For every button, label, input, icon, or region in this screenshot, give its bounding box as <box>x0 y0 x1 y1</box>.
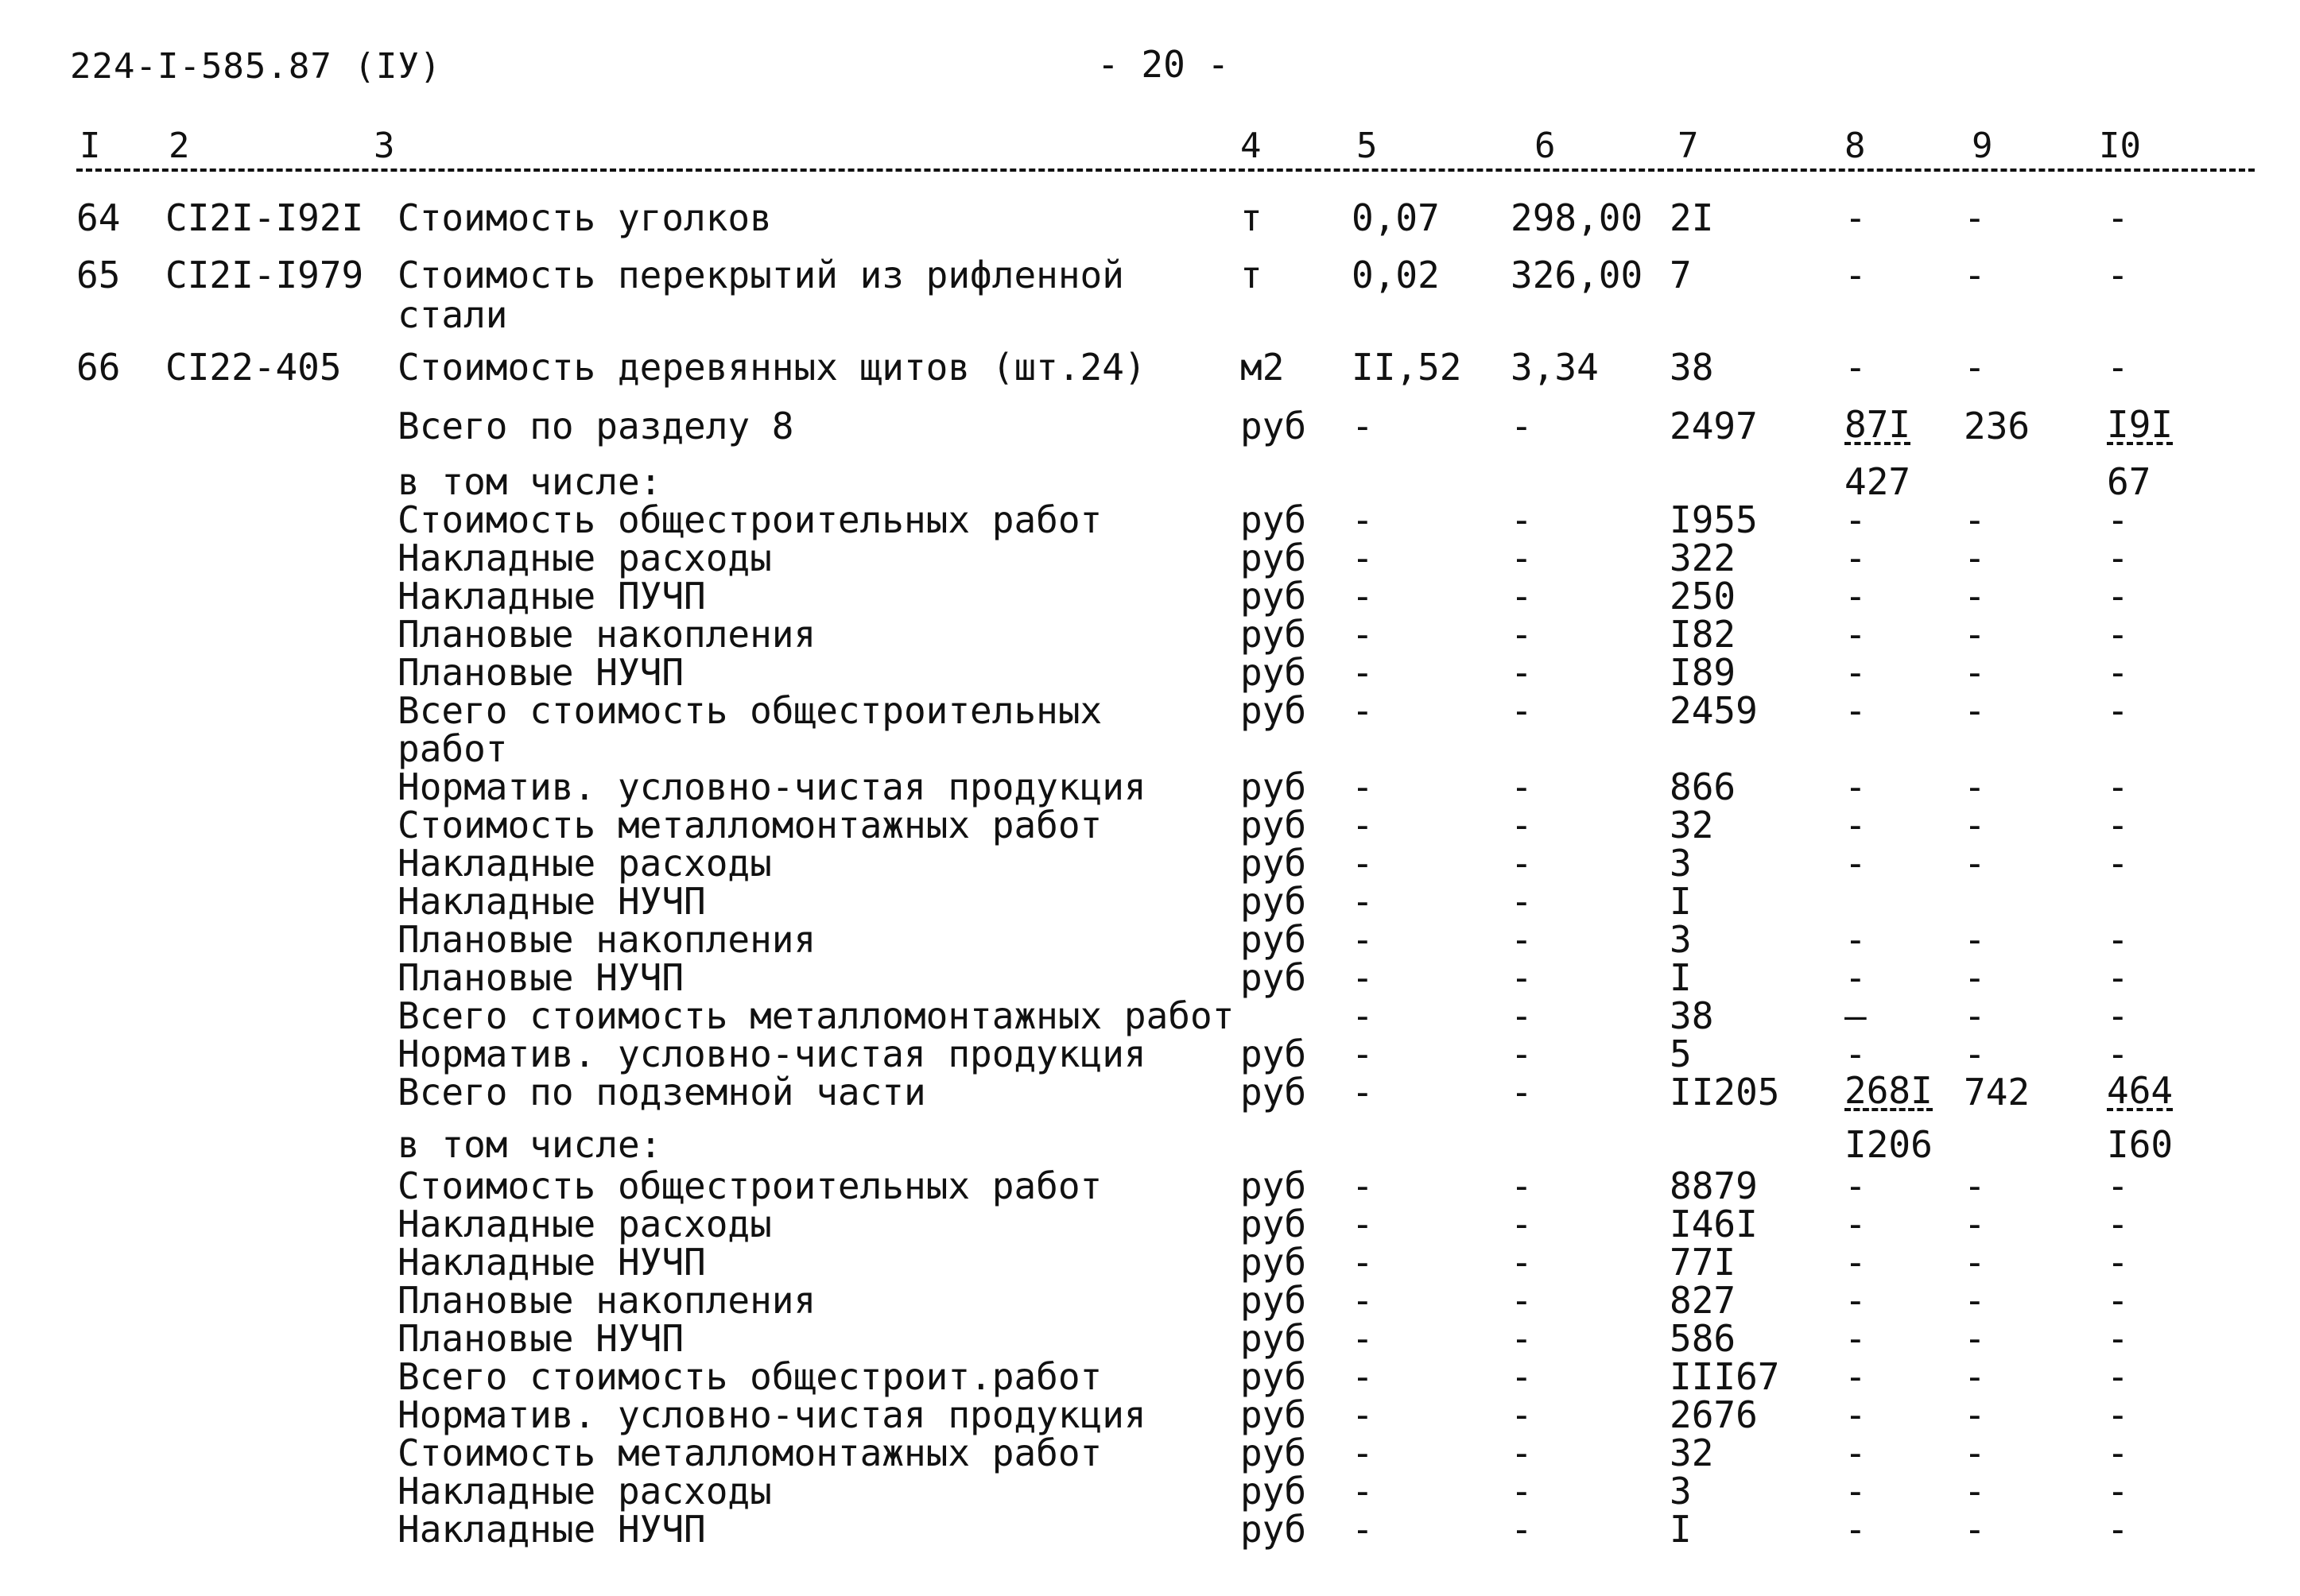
cell-c10: - <box>2107 994 2129 1037</box>
table-row <box>0 765 2300 808</box>
document-code: 224-I-585.87 (IУ) <box>70 46 442 87</box>
cell-total: I82 <box>1670 613 1736 656</box>
cell-name: Норматив. условно-чистая продукция <box>398 1032 1146 1075</box>
table-row <box>0 956 2300 999</box>
cell-c10: - <box>2107 804 2129 846</box>
cell-c10: - <box>2107 689 2129 732</box>
cell-name: Накладные НУЧП <box>398 1508 706 1551</box>
cell-c10: - <box>2107 613 2129 656</box>
cell-c8: - <box>1844 804 1867 846</box>
cell-c8: - <box>1844 575 1867 618</box>
table-row <box>0 1205 2300 1243</box>
cell-c9: - <box>1964 1431 1986 1474</box>
cell-code: CI22-405 <box>165 346 342 389</box>
cell-c8: - <box>1844 537 1867 579</box>
cell-c10: - <box>2107 918 2129 961</box>
cell-c9: - <box>1964 1203 1986 1245</box>
cell-total: 2I <box>1670 196 1714 239</box>
column-header: 5 <box>1356 126 1378 166</box>
column-header-row <box>0 126 2300 173</box>
cell-total: I89 <box>1670 651 1736 694</box>
cell-c10: - <box>2107 842 2129 885</box>
cell-total: 866 <box>1670 765 1736 808</box>
cell-price: - <box>1511 1317 1533 1360</box>
cell-qty: - <box>1352 1355 1374 1398</box>
cell-c9: - <box>1964 254 1986 296</box>
cell-c10: - <box>2107 1317 2129 1360</box>
cell-total: 38 <box>1670 346 1714 389</box>
cell-c8: - <box>1844 1317 1867 1360</box>
cell-price: - <box>1511 994 1533 1037</box>
cell-name: Стоимость уголков <box>398 196 772 239</box>
table-row <box>0 1355 2300 1398</box>
cell-c8: — <box>1844 994 1867 1037</box>
cell-c9: - <box>1964 1393 1986 1436</box>
cell-c9: - <box>1964 575 1986 618</box>
cell-c9: - <box>1964 765 1986 808</box>
cell-c8: - <box>1844 254 1867 296</box>
cell-unit: руб <box>1240 1431 1307 1474</box>
cell-name: Стоимость перекрытий из рифленной <box>398 254 1124 296</box>
cell-price: - <box>1511 1071 1533 1114</box>
table-row <box>0 1069 2300 1114</box>
cell-price: - <box>1511 765 1533 808</box>
cell-c10: - <box>2107 575 2129 618</box>
cell-name: Накладные ПУЧП <box>398 575 706 618</box>
cell-price: - <box>1511 1203 1533 1245</box>
cell-c10: - <box>2107 956 2129 999</box>
cell-c9: - <box>1964 651 1986 694</box>
cell-c8: - <box>1844 1164 1867 1207</box>
cell-name: Стоимость общестроительных работ <box>398 498 1103 541</box>
cell-c10: 67 <box>2107 460 2151 503</box>
cell-c9: - <box>1964 498 1986 541</box>
cell-price: - <box>1511 1508 1533 1551</box>
cell-unit: т <box>1240 196 1262 239</box>
cell-name: Плановые НУЧП <box>398 651 685 694</box>
cell-price: - <box>1511 842 1533 885</box>
cell-name: Всего по подземной части <box>398 1071 926 1114</box>
cell-total: 2676 <box>1670 1393 1758 1436</box>
cell-c8: - <box>1844 1431 1867 1474</box>
cell-price: - <box>1511 405 1533 447</box>
cell-c9: - <box>1964 613 1986 656</box>
cell-price: - <box>1511 804 1533 846</box>
cell-name: Накладные НУЧП <box>398 880 706 923</box>
cell-n: 66 <box>76 346 121 389</box>
cell-c9: - <box>1964 804 1986 846</box>
cell-name: Стоимость общестроительных работ <box>398 1164 1103 1207</box>
cell-c10: - <box>2107 1508 2129 1551</box>
cell-qty: - <box>1352 765 1374 808</box>
cell-total: 32 <box>1670 1431 1714 1474</box>
cell-qty: - <box>1352 1317 1374 1360</box>
cell-unit: руб <box>1240 1317 1307 1360</box>
cell-qty: - <box>1352 804 1374 846</box>
cell-name: Плановые НУЧП <box>398 1317 685 1360</box>
cell-total: 3 <box>1670 918 1692 961</box>
cell-price: - <box>1511 1355 1533 1398</box>
cell-c9: - <box>1964 1241 1986 1284</box>
cell-n: 64 <box>76 196 121 239</box>
cell-total: III67 <box>1670 1355 1780 1398</box>
cell-total: I46I <box>1670 1203 1758 1245</box>
cell-c10: - <box>2107 1032 2129 1075</box>
table-row <box>0 1319 2300 1358</box>
cell-name: Накладные НУЧП <box>398 1241 706 1284</box>
cell-qty: - <box>1352 1279 1374 1322</box>
cell-qty: - <box>1352 575 1374 618</box>
cell-unit: руб <box>1240 804 1307 846</box>
cell-c10: - <box>2107 1470 2129 1513</box>
cell-name: Всего стоимость металломонтажных работ <box>398 994 1235 1037</box>
cell-c10: I60 <box>2107 1123 2174 1166</box>
page-number: - 20 - <box>1097 43 1230 86</box>
table-row <box>0 293 2300 336</box>
cell-name: Стоимость деревянных щитов (шт.24) <box>398 346 1146 389</box>
cell-name: Накладные расходы <box>398 842 772 885</box>
cell-c10: - <box>2107 254 2129 296</box>
cell-total: 3 <box>1670 842 1692 885</box>
cell-unit: руб <box>1240 1241 1307 1284</box>
cell-qty: - <box>1352 1470 1374 1513</box>
cell-name: Плановые НУЧП <box>398 956 685 999</box>
cell-unit: руб <box>1240 1032 1307 1075</box>
table-row <box>0 613 2300 656</box>
cell-total: 38 <box>1670 994 1714 1037</box>
cell-price: - <box>1511 1164 1533 1207</box>
cell-name: в том числе: <box>398 1123 662 1166</box>
cell-price: - <box>1511 1431 1533 1474</box>
cell-c10: - <box>2107 1279 2129 1322</box>
cell-qty: - <box>1352 1071 1374 1114</box>
cell-c10: - <box>2107 1164 2129 1207</box>
cell-price: 3,34 <box>1511 346 1599 389</box>
cell-price: - <box>1511 1279 1533 1322</box>
cell-c9: - <box>1964 994 1986 1037</box>
cell-c8: - <box>1844 689 1867 732</box>
cell-c8: - <box>1844 765 1867 808</box>
table-row <box>0 1508 2300 1551</box>
cell-c9: - <box>1964 842 1986 885</box>
cell-qty: - <box>1352 842 1374 885</box>
cell-qty: - <box>1352 994 1374 1037</box>
cell-c8: - <box>1844 346 1867 389</box>
cell-price: - <box>1511 651 1533 694</box>
cell-total: 8879 <box>1670 1164 1758 1207</box>
cell-name: Плановые накопления <box>398 918 816 961</box>
cell-price: - <box>1511 918 1533 961</box>
cell-c9: - <box>1964 537 1986 579</box>
cell-unit: руб <box>1240 1393 1307 1436</box>
cell-price: 298,00 <box>1511 196 1643 239</box>
cell-name: в том числе: <box>398 460 662 503</box>
column-header: 8 <box>1844 126 1866 166</box>
cell-qty: - <box>1352 1164 1374 1207</box>
cell-code: CI2I-I92I <box>165 196 364 239</box>
cell-qty: - <box>1352 689 1374 732</box>
cell-qty: - <box>1352 918 1374 961</box>
header-rule <box>76 169 2255 172</box>
table-row <box>0 1470 2300 1513</box>
cell-c9: - <box>1964 1279 1986 1322</box>
cell-qty: - <box>1352 498 1374 541</box>
table-row <box>0 842 2300 885</box>
table-row <box>0 691 2300 730</box>
cell-c8: - <box>1844 842 1867 885</box>
cell-total: 7 <box>1670 254 1692 296</box>
cell-total: 2459 <box>1670 689 1758 732</box>
column-header: I <box>80 126 101 166</box>
cell-c9: 742 <box>1964 1071 2030 1114</box>
cell-qty: 0,07 <box>1352 196 1440 239</box>
cell-qty: II,52 <box>1352 346 1462 389</box>
cell-unit: руб <box>1240 1279 1307 1322</box>
cell-price: - <box>1511 689 1533 732</box>
table-row <box>0 575 2300 618</box>
table-row <box>0 920 2300 959</box>
table-row <box>0 1279 2300 1322</box>
cell-qty: - <box>1352 1032 1374 1075</box>
cell-c9: - <box>1964 346 1986 389</box>
cell-c8: - <box>1844 1241 1867 1284</box>
column-header: 2 <box>169 126 190 166</box>
cell-total: I <box>1670 880 1692 923</box>
cell-c9: 236 <box>1964 405 2030 447</box>
table-row <box>0 727 2300 770</box>
table-row <box>0 651 2300 694</box>
cell-c10: 464 <box>2107 1069 2174 1112</box>
cell-c8: - <box>1844 956 1867 999</box>
cell-unit: руб <box>1240 1355 1307 1398</box>
cell-name: Плановые накопления <box>398 613 816 656</box>
cell-unit: руб <box>1240 1071 1307 1114</box>
table-row <box>0 1032 2300 1075</box>
cell-price: - <box>1511 1241 1533 1284</box>
cell-unit: руб <box>1240 1203 1307 1245</box>
cell-c8: - <box>1844 1508 1867 1551</box>
cell-c10: - <box>2107 498 2129 541</box>
cell-total: 250 <box>1670 575 1736 618</box>
cell-c9: - <box>1964 196 1986 239</box>
table-row <box>0 1125 2300 1164</box>
cell-c9: - <box>1964 1317 1986 1360</box>
table-row <box>0 346 2300 389</box>
cell-name: Норматив. условно-чистая продукция <box>398 1393 1146 1436</box>
cell-total: I <box>1670 956 1692 999</box>
table-row <box>0 880 2300 923</box>
cell-c9: - <box>1964 918 1986 961</box>
cell-price: - <box>1511 498 1533 541</box>
cell-c8: - <box>1844 1203 1867 1245</box>
cell-c10: - <box>2107 196 2129 239</box>
cell-unit: руб <box>1240 498 1307 541</box>
cell-c9: - <box>1964 1032 1986 1075</box>
cell-c8: 87I <box>1844 403 1911 446</box>
cell-total: 322 <box>1670 537 1736 579</box>
cell-qty: - <box>1352 1431 1374 1474</box>
table-row <box>0 806 2300 844</box>
cell-c8: - <box>1844 651 1867 694</box>
cell-name: Стоимость металломонтажных работ <box>398 804 1103 846</box>
cell-c8: - <box>1844 1032 1867 1075</box>
cell-total: II205 <box>1670 1071 1780 1114</box>
cell-price: - <box>1511 1470 1533 1513</box>
cell-name: Плановые накопления <box>398 1279 816 1322</box>
cell-price: - <box>1511 1393 1533 1436</box>
cell-c8: - <box>1844 1355 1867 1398</box>
cell-unit: руб <box>1240 689 1307 732</box>
table-row <box>0 994 2300 1037</box>
cell-price: 326,00 <box>1511 254 1643 296</box>
cell-name: Норматив. условно-чистая продукция <box>398 765 1146 808</box>
cell-unit: руб <box>1240 613 1307 656</box>
column-header: 6 <box>1534 126 1556 166</box>
cell-name: Всего стоимость общестроит.работ <box>398 1355 1103 1398</box>
cell-name: Всего стоимость общестроительных <box>398 689 1103 732</box>
cell-unit: руб <box>1240 765 1307 808</box>
column-header: 9 <box>1972 126 1993 166</box>
cell-total: 5 <box>1670 1032 1692 1075</box>
cell-c10: - <box>2107 1355 2129 1398</box>
cell-qty: - <box>1352 1393 1374 1436</box>
cell-qty: - <box>1352 1508 1374 1551</box>
cell-total: 827 <box>1670 1279 1736 1322</box>
table-row <box>0 1431 2300 1474</box>
cell-c10: - <box>2107 1203 2129 1245</box>
cell-c9: - <box>1964 1470 1986 1513</box>
column-header: 3 <box>374 126 395 166</box>
cell-c10: - <box>2107 765 2129 808</box>
cell-c9: - <box>1964 1355 1986 1398</box>
cell-qty: - <box>1352 880 1374 923</box>
cell-c8: - <box>1844 196 1867 239</box>
cell-unit: руб <box>1240 880 1307 923</box>
cell-price: - <box>1511 537 1533 579</box>
cell-price: - <box>1511 1032 1533 1075</box>
column-header: 4 <box>1240 126 1262 166</box>
cell-c8: - <box>1844 1470 1867 1513</box>
cell-price: - <box>1511 575 1533 618</box>
cell-name: Накладные расходы <box>398 537 772 579</box>
cell-n: 65 <box>76 254 121 296</box>
cell-c8: - <box>1844 1279 1867 1322</box>
table-row <box>0 256 2300 294</box>
cell-c9: - <box>1964 956 1986 999</box>
cell-c8: 268I <box>1844 1069 1933 1112</box>
cell-c8: - <box>1844 1393 1867 1436</box>
cell-c9: - <box>1964 1164 1986 1207</box>
cell-total: I <box>1670 1508 1692 1551</box>
table-row <box>0 196 2300 239</box>
cell-c10: - <box>2107 1393 2129 1436</box>
table-row <box>0 498 2300 541</box>
table-row <box>0 460 2300 503</box>
cell-qty: - <box>1352 613 1374 656</box>
cell-unit: руб <box>1240 1164 1307 1207</box>
table-row <box>0 1164 2300 1207</box>
column-header: 7 <box>1677 126 1699 166</box>
cell-name: Накладные расходы <box>398 1203 772 1245</box>
cell-c10: I9I <box>2107 403 2174 446</box>
cell-qty: - <box>1352 1241 1374 1284</box>
cell-unit: руб <box>1240 537 1307 579</box>
cell-c10: - <box>2107 346 2129 389</box>
cell-c8: 427 <box>1844 460 1911 503</box>
cell-unit: руб <box>1240 575 1307 618</box>
cell-qty: 0,02 <box>1352 254 1440 296</box>
cell-unit: руб <box>1240 651 1307 694</box>
cell-qty: - <box>1352 651 1374 694</box>
cell-price: - <box>1511 613 1533 656</box>
table-row <box>0 1393 2300 1436</box>
table-row <box>0 1241 2300 1284</box>
cell-c8: I206 <box>1844 1123 1933 1166</box>
column-header: I0 <box>2099 126 2141 166</box>
cell-total: 586 <box>1670 1317 1736 1360</box>
cell-c10: - <box>2107 1241 2129 1284</box>
cell-c8: - <box>1844 498 1867 541</box>
cell-name: работ <box>398 727 508 770</box>
cell-price: - <box>1511 880 1533 923</box>
cell-c10: - <box>2107 1431 2129 1474</box>
cell-c10: - <box>2107 537 2129 579</box>
cell-name: Всего по разделу 8 <box>398 405 794 447</box>
cell-c8: - <box>1844 613 1867 656</box>
cell-qty: - <box>1352 537 1374 579</box>
cell-total: I955 <box>1670 498 1758 541</box>
cell-code: CI2I-I979 <box>165 254 364 296</box>
cell-unit: м2 <box>1240 346 1285 389</box>
table-row <box>0 539 2300 577</box>
cell-qty: - <box>1352 1203 1374 1245</box>
cell-c9: - <box>1964 1508 1986 1551</box>
cell-unit: руб <box>1240 405 1307 447</box>
cell-qty: - <box>1352 405 1374 447</box>
cell-total: 77I <box>1670 1241 1736 1284</box>
cell-c9: - <box>1964 689 1986 732</box>
cell-unit: руб <box>1240 918 1307 961</box>
cell-name: Стоимость металломонтажных работ <box>398 1431 1103 1474</box>
cell-price: - <box>1511 956 1533 999</box>
cell-unit: руб <box>1240 1508 1307 1551</box>
cell-c10: - <box>2107 651 2129 694</box>
cell-total: 3 <box>1670 1470 1692 1513</box>
cell-unit: руб <box>1240 842 1307 885</box>
cell-total: 32 <box>1670 804 1714 846</box>
cell-name: Накладные расходы <box>398 1470 772 1513</box>
cell-total: 2497 <box>1670 405 1758 447</box>
cell-unit: т <box>1240 254 1262 296</box>
cell-name: стали <box>398 293 508 336</box>
cell-qty: - <box>1352 956 1374 999</box>
cell-c8: - <box>1844 918 1867 961</box>
cell-unit: руб <box>1240 956 1307 999</box>
table-row <box>0 403 2300 447</box>
cell-unit: руб <box>1240 1470 1307 1513</box>
